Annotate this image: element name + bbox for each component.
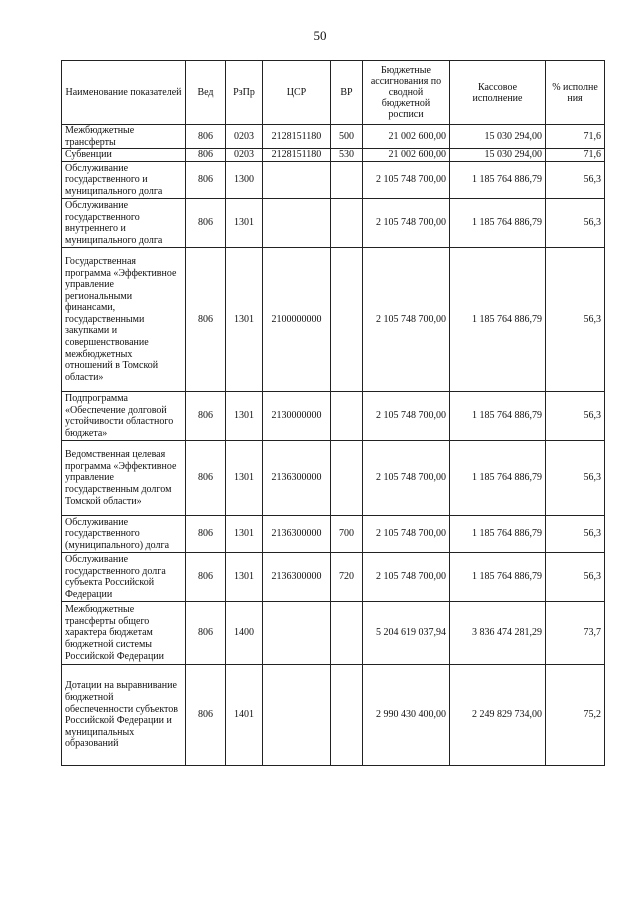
table-row <box>62 602 605 665</box>
table-cell-vr: 530 <box>331 149 363 162</box>
table-cell-name: Дотации на выравнивание бюджетной обеспеченности субъектов Российской Федерации и муниципальных образований <box>62 665 186 766</box>
table-cell-percent: 56,3 <box>546 516 605 553</box>
table-cell-budget: 2 990 430 400,00 <box>363 665 450 766</box>
table-cell-ved: 806 <box>186 392 226 441</box>
table-cell-rzpr: 1401 <box>226 665 263 766</box>
header-ved: Вед <box>186 61 226 125</box>
table-cell-ved: 806 <box>186 248 226 392</box>
table-cell-percent: 56,3 <box>546 553 605 602</box>
table-cell-percent: 56,3 <box>546 248 605 392</box>
table-cell-budget: 2 105 748 700,00 <box>363 441 450 516</box>
table-row <box>62 125 605 149</box>
table-cell-name: Субвенции <box>62 149 186 162</box>
table-cell-budget: 2 105 748 700,00 <box>363 199 450 248</box>
table-row <box>62 665 605 766</box>
table-cell-name: Государственная программа «Эффективное управление региональными финансами, государственными закупками и совершенствование межбюджетных отношений в Томской области» <box>62 248 186 392</box>
table-row <box>62 248 605 392</box>
table-cell-cash: 1 185 764 886,79 <box>450 248 546 392</box>
table-cell-rzpr: 0203 <box>226 149 263 162</box>
table-cell-cash: 1 185 764 886,79 <box>450 199 546 248</box>
header-vr: ВР <box>331 61 363 125</box>
budget-execution-table <box>61 60 605 766</box>
table-cell-ved: 806 <box>186 516 226 553</box>
table-cell-cash: 1 185 764 886,79 <box>450 392 546 441</box>
header-budget-allocations: Бюджетные ассигнования по сводной бюджетной росписи <box>363 61 450 125</box>
table-cell-csr <box>263 199 331 248</box>
table-cell-budget: 2 105 748 700,00 <box>363 553 450 602</box>
table-cell-rzpr: 1301 <box>226 553 263 602</box>
table-cell-vr <box>331 665 363 766</box>
table-cell-cash: 15 030 294,00 <box>450 125 546 149</box>
table-cell-name: Обслуживание государственного внутреннего и муниципального долга <box>62 199 186 248</box>
table-cell-csr: 2100000000 <box>263 248 331 392</box>
table-cell-percent: 71,6 <box>546 149 605 162</box>
table-cell-csr: 2128151180 <box>263 125 331 149</box>
table-cell-name: Подпрограмма «Обеспечение долговой устойчивости областного бюджета» <box>62 392 186 441</box>
table-cell-cash: 2 249 829 734,00 <box>450 665 546 766</box>
table-row <box>62 162 605 199</box>
table-cell-csr: 2136300000 <box>263 516 331 553</box>
header-execution-percent: % исполне ния <box>546 61 605 125</box>
table-cell-percent: 73,7 <box>546 602 605 665</box>
table-cell-csr: 2130000000 <box>263 392 331 441</box>
table-cell-csr <box>263 602 331 665</box>
table-cell-csr: 2136300000 <box>263 441 331 516</box>
table-cell-percent: 71,6 <box>546 125 605 149</box>
table-cell-rzpr: 1301 <box>226 441 263 516</box>
table-cell-budget: 21 002 600,00 <box>363 125 450 149</box>
table-row <box>62 441 605 516</box>
table-cell-name: Ведомственная целевая программа «Эффективное управление государственным долгом Томской области» <box>62 441 186 516</box>
table-cell-vr: 700 <box>331 516 363 553</box>
table-cell-vr <box>331 199 363 248</box>
table-cell-rzpr: 1301 <box>226 199 263 248</box>
table-cell-budget: 21 002 600,00 <box>363 149 450 162</box>
table-row <box>62 516 605 553</box>
table-cell-name: Межбюджетные трансферты <box>62 125 186 149</box>
table-cell-vr: 720 <box>331 553 363 602</box>
table-cell-name: Обслуживание государственного долга субъекта Российской Федерации <box>62 553 186 602</box>
table-cell-cash: 1 185 764 886,79 <box>450 441 546 516</box>
table-cell-percent: 56,3 <box>546 441 605 516</box>
table-cell-name: Обслуживание государственного (муниципального) долга <box>62 516 186 553</box>
table-cell-vr <box>331 441 363 516</box>
table-cell-csr <box>263 162 331 199</box>
table-cell-ved: 806 <box>186 602 226 665</box>
table-cell-ved: 806 <box>186 162 226 199</box>
table-cell-cash: 1 185 764 886,79 <box>450 516 546 553</box>
header-cash-execution: Кассовое исполнение <box>450 61 546 125</box>
table-cell-percent: 56,3 <box>546 392 605 441</box>
table-cell-ved: 806 <box>186 125 226 149</box>
table-row <box>62 553 605 602</box>
table-cell-cash: 3 836 474 281,29 <box>450 602 546 665</box>
table-cell-budget: 2 105 748 700,00 <box>363 392 450 441</box>
table-cell-rzpr: 1301 <box>226 248 263 392</box>
table-cell-cash: 1 185 764 886,79 <box>450 162 546 199</box>
table-row <box>62 199 605 248</box>
table-cell-cash: 1 185 764 886,79 <box>450 553 546 602</box>
table-cell-name: Межбюджетные трансферты общего характера бюджетам бюджетной системы Российской Федерации <box>62 602 186 665</box>
table-cell-vr <box>331 392 363 441</box>
table-cell-ved: 806 <box>186 665 226 766</box>
table-cell-budget: 2 105 748 700,00 <box>363 162 450 199</box>
table-cell-percent: 56,3 <box>546 199 605 248</box>
table-row <box>62 392 605 441</box>
header-csr: ЦСР <box>263 61 331 125</box>
table-cell-rzpr: 1301 <box>226 392 263 441</box>
table-cell-rzpr: 1301 <box>226 516 263 553</box>
table-cell-csr: 2136300000 <box>263 553 331 602</box>
header-rzpr: РзПр <box>226 61 263 125</box>
table-cell-rzpr: 1300 <box>226 162 263 199</box>
table-cell-vr <box>331 602 363 665</box>
table-cell-csr: 2128151180 <box>263 149 331 162</box>
table-cell-ved: 806 <box>186 149 226 162</box>
table-cell-percent: 75,2 <box>546 665 605 766</box>
table-cell-budget: 5 204 619 037,94 <box>363 602 450 665</box>
table-cell-ved: 806 <box>186 553 226 602</box>
table-cell-cash: 15 030 294,00 <box>450 149 546 162</box>
table-cell-name: Обслуживание государственного и муниципального долга <box>62 162 186 199</box>
table-cell-vr <box>331 248 363 392</box>
table-cell-rzpr: 0203 <box>226 125 263 149</box>
table-header-row <box>62 61 605 125</box>
table-cell-ved: 806 <box>186 441 226 516</box>
table-cell-vr: 500 <box>331 125 363 149</box>
table-cell-vr <box>331 162 363 199</box>
table-cell-rzpr: 1400 <box>226 602 263 665</box>
header-name: Наименование показателей <box>62 61 186 125</box>
table-cell-csr <box>263 665 331 766</box>
table-row <box>62 149 605 162</box>
table-cell-ved: 806 <box>186 199 226 248</box>
table-cell-percent: 56,3 <box>546 162 605 199</box>
table-cell-budget: 2 105 748 700,00 <box>363 516 450 553</box>
page-number: 50 <box>313 28 327 43</box>
table-cell-budget: 2 105 748 700,00 <box>363 248 450 392</box>
